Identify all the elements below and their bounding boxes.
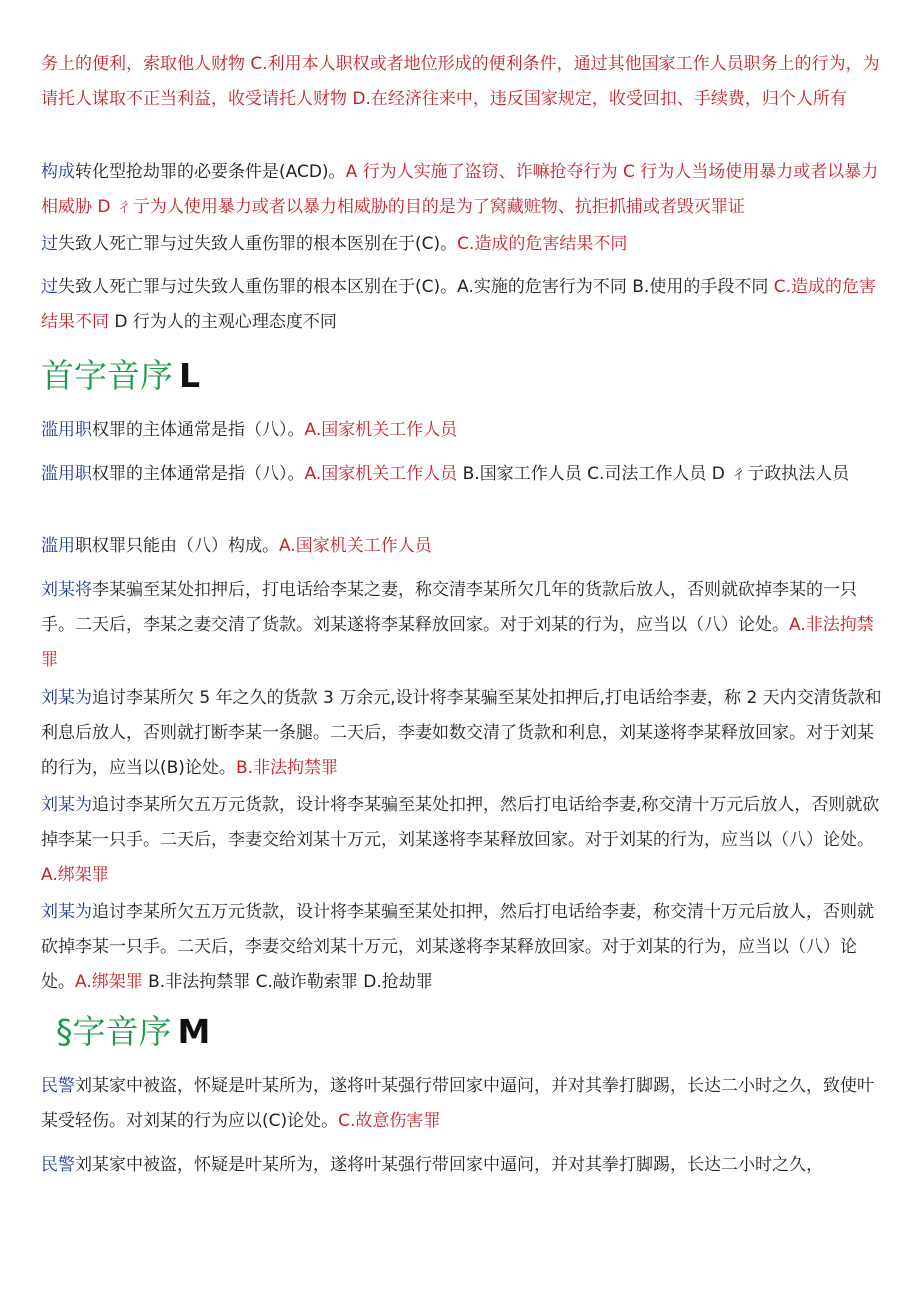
question-text: 李某骗至某处扣押后，打电话给李某之妻，称交清李某所欠几年的货款后放人，否则就砍掉李某的一只手。二天后，李某之妻交清了货款。刘某遂将李某释放回家。对于刘某的行为，应当以（八）论处。 <box>41 580 857 635</box>
answer-text: A.国家机关工作人员 <box>279 536 432 556</box>
keyword-text: 刘某为 <box>41 688 92 708</box>
question-text: D 行为人的主观心理态度不同 <box>109 312 337 332</box>
answer-text: C.故意伤害罪 <box>338 1111 441 1131</box>
keyword-text: 构成 <box>41 162 75 182</box>
question-block <box>41 227 887 262</box>
question-block <box>41 155 887 225</box>
section-heading-l <box>41 356 200 396</box>
keyword-text: 刘某为 <box>41 902 92 922</box>
answer-text: A.绑架罪 <box>75 972 143 992</box>
question-text: 权罪的主体通常是指（八）。 <box>92 464 305 484</box>
answer-text: A.非法拘禁罪 <box>41 615 874 670</box>
question-block <box>41 788 887 893</box>
question-text: B.国家工作人员 C.司法工作人员 D ㄔ亍政执法人员 <box>457 464 850 484</box>
question-block <box>41 529 887 564</box>
question-block <box>41 1069 887 1139</box>
question-text: 追讨李某所欠 5 年之久的货款 3 万余元,设计将李某骗至某处扣押后,打电话给李妻，称 2 天内交清货款和利息后放人，否则就打断李某一条腿。二天后，李妻如数交清了货款和利息，刘某遂将李某释放回家。对于刘某的行为，应当以(B)论处。 <box>41 688 882 778</box>
question-text: B.非法拘禁罪 C.敲诈勒索罪 D.抢劫罪 <box>142 972 433 992</box>
answer-text: C.造成的危害结果不同 <box>41 277 877 332</box>
answer-text: B.非法拘禁罪 <box>235 758 339 778</box>
section-heading-m <box>56 1012 210 1052</box>
answer-text: A 行为人实施了盗窃、诈嘛抢夺行为 C 行为人当场使用暴力或者以暴力相威胁 D ㄔ亍为人使用暴力或者以暴力相威胁的目的是为了窝藏赃物、抗拒抓捕或者毁灭罪证 <box>41 162 879 217</box>
heading-text: §字音序 <box>56 1012 172 1051</box>
question-text: 追讨李某所欠五万元货款，设计将李某骗至某处扣押，然后打电话给李妻,称交清十万元后放人，否则就砍掉李某一只手。二天后，李妻交给刘某十万元，刘某遂将李某释放回家。对于刘某的行为，应当以（八）论处。 <box>41 795 880 850</box>
keyword-text: 民警 <box>41 1155 75 1175</box>
question-block <box>41 270 887 340</box>
question-text: 追讨李某所欠五万元货款，设计将李某骗至某处扣押，然后打电话给李妻，称交清十万元后放人，否则就砍掉李某一只手。二天后，李妻交给刘某十万元，刘某遂将李某释放回家。对于刘某的行为，应当以（八）论处。 <box>41 902 874 992</box>
question-block <box>41 573 887 678</box>
answer-text: A.绑架罪 <box>41 865 109 885</box>
question-text: 刘某家中被盗，怀疑是叶某所为，遂将叶某强行带回家中逼问，并对其拳打脚踢，长达二小时之久， <box>75 1155 823 1175</box>
question-block <box>41 457 887 492</box>
question-text: 权罪的主体通常是指（八）。 <box>92 420 305 440</box>
keyword-text: 过 <box>41 277 58 297</box>
answer-text: A.国家机关工作人员 <box>304 464 458 484</box>
heading-text: 首字音序 <box>41 356 173 395</box>
keyword-text: 滥用职 <box>41 464 92 484</box>
question-text: 失致人死亡罪与过失致人重伤罪的根本医别在于(C)。 <box>58 234 458 254</box>
heading-letter: M <box>177 1012 211 1051</box>
question-text: 转化型抢劫罪的必要条件是(ACD)。 <box>75 162 346 182</box>
question-block <box>41 681 887 786</box>
answer-text: C.造成的危害结果不同 <box>457 234 628 254</box>
question-text: 刘某家中被盗，怀疑是叶某所为，遂将叶某强行带回家中逼问，并对其拳打脚踢，长达二小时之久，致使叶某受轻伤。对刘某的行为应以(C)论处。 <box>41 1076 874 1131</box>
keyword-text: 滥用职 <box>41 420 92 440</box>
question-block <box>41 895 887 1000</box>
answer-text: A.国家机关工作人员 <box>304 420 458 440</box>
keyword-text: 过 <box>41 234 58 254</box>
answer-text: 务上的便利，索取他人财物 C.利用本人职权或者地位形成的便利条件，通过其他国家工作人员职务上的行为，为请托人谋取不正当利益，收受请托人财物 D.在经济往来中，违反国家规定，收受回扣、手续费，归个人所有 <box>41 54 880 109</box>
keyword-text: 刘某为 <box>41 795 92 815</box>
keyword-text: 民警 <box>41 1076 75 1096</box>
question-text: 职权罪只能由（八）构成。 <box>75 536 279 556</box>
question-block <box>41 413 887 448</box>
keyword-text: 刘某将 <box>41 580 92 600</box>
keyword-text: 滥用 <box>41 536 75 556</box>
question-block <box>41 1148 887 1183</box>
question-block <box>41 47 887 117</box>
heading-letter: L <box>179 356 201 395</box>
question-text: 失致人死亡罪与过失致人重伤罪的根本区别在于(C)。A.实施的危害行为不同 B.使用的手段不同 <box>58 277 774 297</box>
